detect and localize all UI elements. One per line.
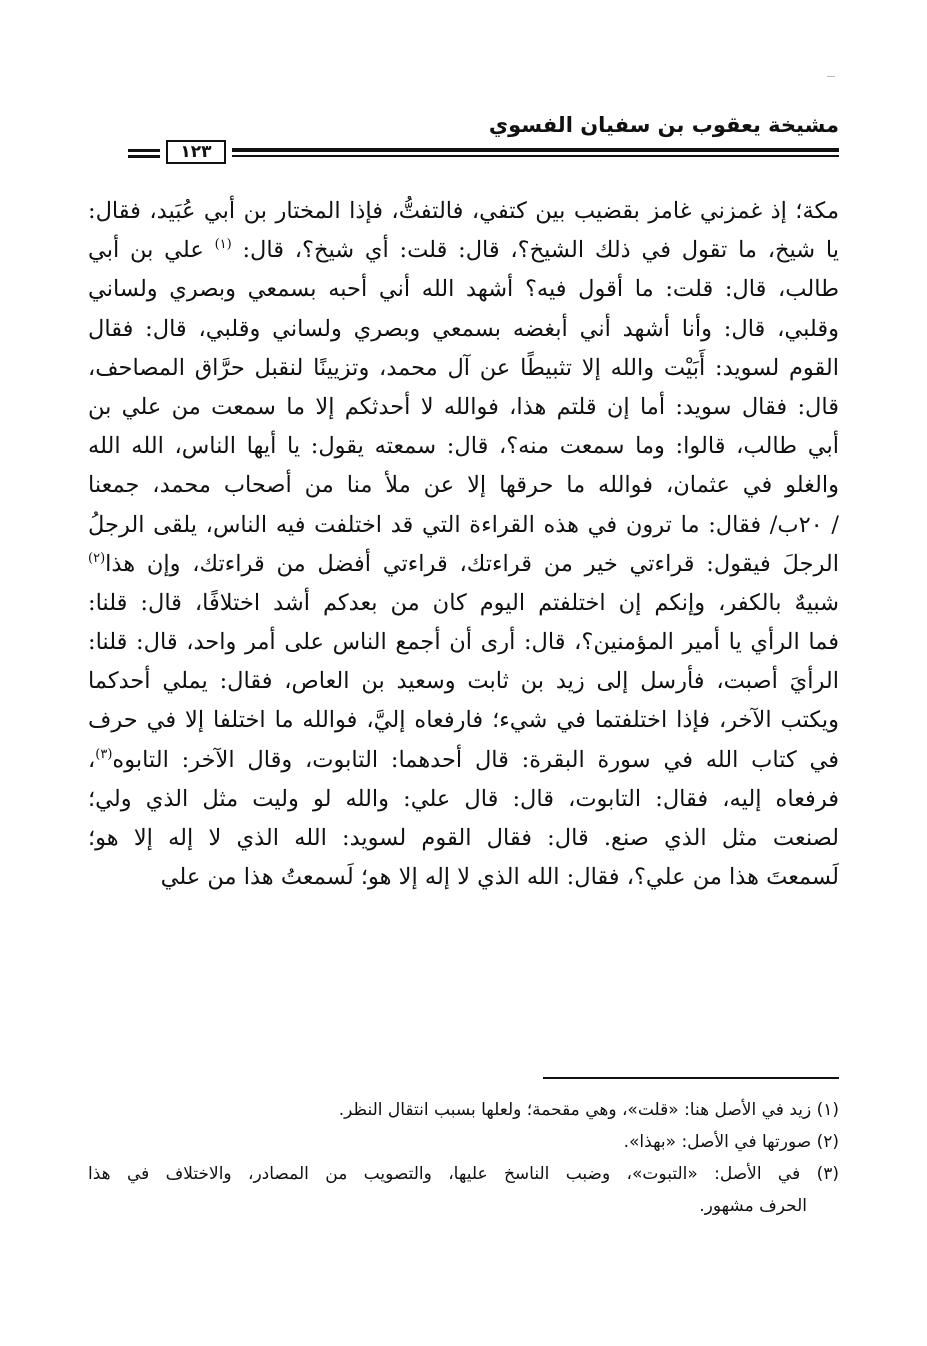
text-line [88,741,839,780]
footnote-divider [543,1077,839,1079]
text-line: لصنعت مثل الذي صنع. قال: فقال القوم لسويد: الله الذي لا إله إلا هو؛ [88,825,839,851]
text-line: فما الرأي يا أمير المؤمنين؟، قال: أرى أن أجمع الناس على أمر واحد، قال: قلنا: [88,629,839,656]
text-line: طالب، قال: قلت: ما أقول فيه؟ أشهد الله أني أحبه بسمعي وبصري ولساني [88,276,839,303]
text-line: قال: فقال سويد: أما إن قلتم هذا، فوالله لا أحدثكم إلا ما سمعت من علي بن [88,393,839,420]
header-rule-thick [232,148,839,152]
text-line: أبي طالب، قالوا: وما سمعت منه؟، قال: سمعته يقول: يا أيها الناس، الله الله [88,433,839,460]
header-rule-thin [232,155,839,157]
text-line: مكة؛ إذ غمزني غامز بقضيب بين كتفي، فالتفتُّ، فإذا المختار بن أبي عُبَيد، فقال: [88,198,839,224]
page-number: ١٢٣ [166,140,226,164]
footnote-ref-1: (١) [214,237,232,253]
header-rule-short-top [128,149,160,152]
text-segment: ، [88,746,96,773]
scan-speck [827,76,835,77]
text-line: شبيهٌ بالكفر، وإنكم إن اختلفتم اليوم كان من بعدكم أشد اختلافًا، قال: قلنا: [88,589,839,616]
footnotes [88,1094,839,1222]
footnote-3-continuation: الحرف مشهور. [699,1196,807,1216]
footnote-ref-3: (٣) [95,746,113,762]
text-segment: يا شيخ، ما تقول في ذلك الشيخ؟، قال: قلت: أي شيخ؟، قال: [242,237,839,264]
text-line: ويكتب الآخر، فإذا اختلفتما في شيء؛ فارفعاه إليَّ، فوالله ما اختلفا إلا في حرف [88,707,839,734]
header-rule-short-bottom [128,155,160,158]
footnote-1: (١) زيد في الأصل هنا: «قلت»، وهي مقحمة؛ ولعلها بسبب انتقال النظر. [338,1100,839,1120]
text-line: / ٢٠ب/ فقال: ما ترون في هذه القراءة التي قد اختلفت فيه الناس، يلقى الرجلُ [88,511,839,538]
footnote-3: (٣) في الأصل: «التبوت»، وضبب الناسخ عليها، والتصويب من المصادر، والاختلاف في هذا [88,1164,839,1184]
text-line: وقلبي، قال: وأنا أشهد أني أبغضه بسمعي وبصري ولساني وقلبي، قال: فقال [88,315,839,342]
text-segment: علي بن أبي [88,237,204,264]
body-text [88,192,839,897]
header-rule [128,140,839,168]
text-line: لَسمعتَ هذا من علي؟، فقال: الله الذي لا إله إلا هو؛ لَسمعتُ هذا من علي [160,864,839,891]
footnote-2: (٢) صورتها في الأصل: «بهذا». [623,1132,839,1152]
text-segment: الرجلَ فيقول: قراءتي خير من قراءتك، قراءتي أفضل من قراءتك، وإن هذا [105,550,839,577]
text-segment: في كتاب الله في سورة البقرة: قال أحدهما: التابوت، وقال الآخر: التابوه [112,746,839,773]
text-line [88,545,839,584]
text-line [88,231,839,270]
footnote-ref-2: (٢) [88,550,106,566]
text-line: القوم لسويد: أَبَيْت والله إلا تثبيطًا عن آل محمد، وتزيينًا لنقبل حرَّاق المصاحف، [88,354,839,381]
text-line: والغلو في عثمان، فوالله ما حرقها إلا عن ملأ منا من أصحاب محمد، جمعنا [88,472,839,499]
running-title: مشيخة يعقوب بن سفيان الفسوي [488,113,839,137]
text-line: الرأيَ أصبت، فأرسل إلى زيد بن ثابت وسعيد بن العاص، فقال: يملي أحدكما [88,668,839,695]
text-line: فرفعاه إليه، فقال: التابوت، قال: قال علي: والله لو وليت مثل الذي ولي؛ [88,785,839,812]
